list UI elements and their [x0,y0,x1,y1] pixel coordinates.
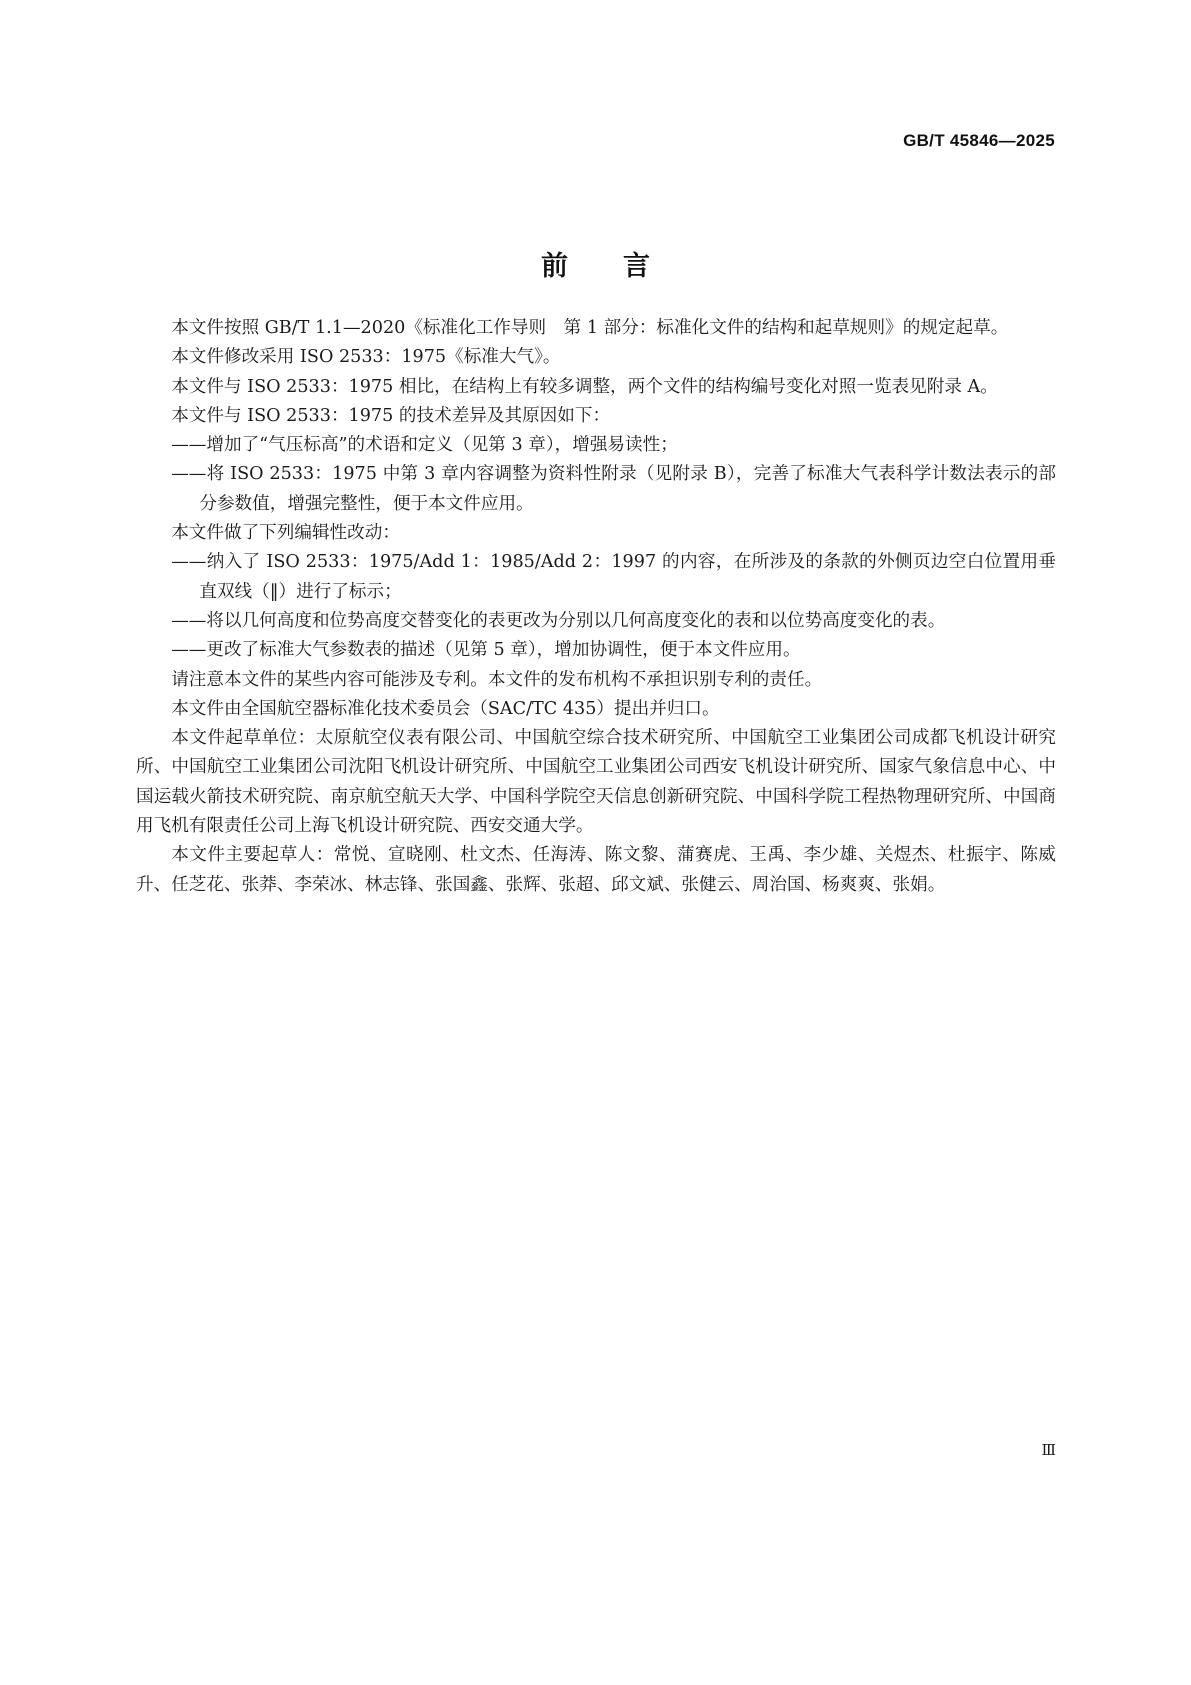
paragraph-drafters: 本文件主要起草人：常悦、宣晓刚、杜文杰、任海涛、陈文黎、蒲赛虎、王禹、李少雄、关煜杰、杜振宇、陈威升、任芝花、张莽、李荣冰、林志锋、张国鑫、张辉、张超、邱文斌、张健云、周治国、杨爽爽、张娟。 [136,845,1056,895]
list-item-editorial-1: ——纳入了 ISO 2533：1975/Add 1：1985/Add 2：1997 的内容，在所涉及的条款的外侧页边空白位置用垂直双线（‖）进行了标示； [171,552,1056,602]
paragraph-editorial-changes: 本文件做了下列编辑性改动： [171,523,400,544]
paragraph-committee: 本文件由全国航空器标准化技术委员会（SAC/TC 435）提出并归口。 [171,698,720,719]
list-item-editorial-3: ——更改了标准大气参数表的描述（见第 5 章），增加协调性，便于本文件应用。 [171,640,801,661]
paragraph-drafting-units: 本文件起草单位：太原航空仪表有限公司、中国航空综合技术研究所、中国航空工业集团公司成都飞机设计研究所、中国航空工业集团公司沈阳飞机设计研究所、中国航空工业集团公司西安飞机设计研究所、国家气象信息中心、中国运载火箭技术研究院、南京航空航天大学、中国科学院空天信息创新研究院、中国科学院工程热物理研究所、中国商用飞机有限责任公司上海飞机设计研究院、西安交通大学。 [136,728,1056,837]
paragraph-patent-notice: 请注意本文件的某些内容可能涉及专利。本文件的发布机构不承担识别专利的责任。 [171,669,823,690]
paragraph-structure-changes: 本文件与 ISO 2533：1975 相比，在结构上有较多调整，两个文件的结构编号变化对照一览表见附录 A。 [171,376,998,397]
paragraph-drafting-rules: 本文件按照 GB/T 1.1—2020《标准化工作导则 第 1 部分：标准化文件的结构和起草规则》的规定起草。 [171,318,1009,338]
list-item-technical-2: ——将 ISO 2533：1975 中第 3 章内容调整为资料性附录（见附录 B），完善了标准大气表科学计数法表示的部分参数值，增强完整性，便于本文件应用。 [171,464,1056,514]
foreword-body [136,314,1056,900]
list-item-technical-1: ——增加了“气压标高”的术语和定义（见第 3 章），增强易读性； [171,435,678,456]
page-title: 前言 [541,251,705,283]
paragraph-technical-differences: 本文件与 ISO 2533：1975 的技术差异及其原因如下： [171,405,611,426]
list-item-editorial-2: ——将以几何高度和位势高度交替变化的表更改为分别以几何高度变化的表和以位势高度变化的表。 [171,610,946,631]
paragraph-adoption: 本文件修改采用 ISO 2533：1975《标准大气》。 [171,347,561,368]
standard-code: GB/T 45846—2025 [903,131,1055,150]
page-number: Ⅲ [1041,1441,1055,1459]
